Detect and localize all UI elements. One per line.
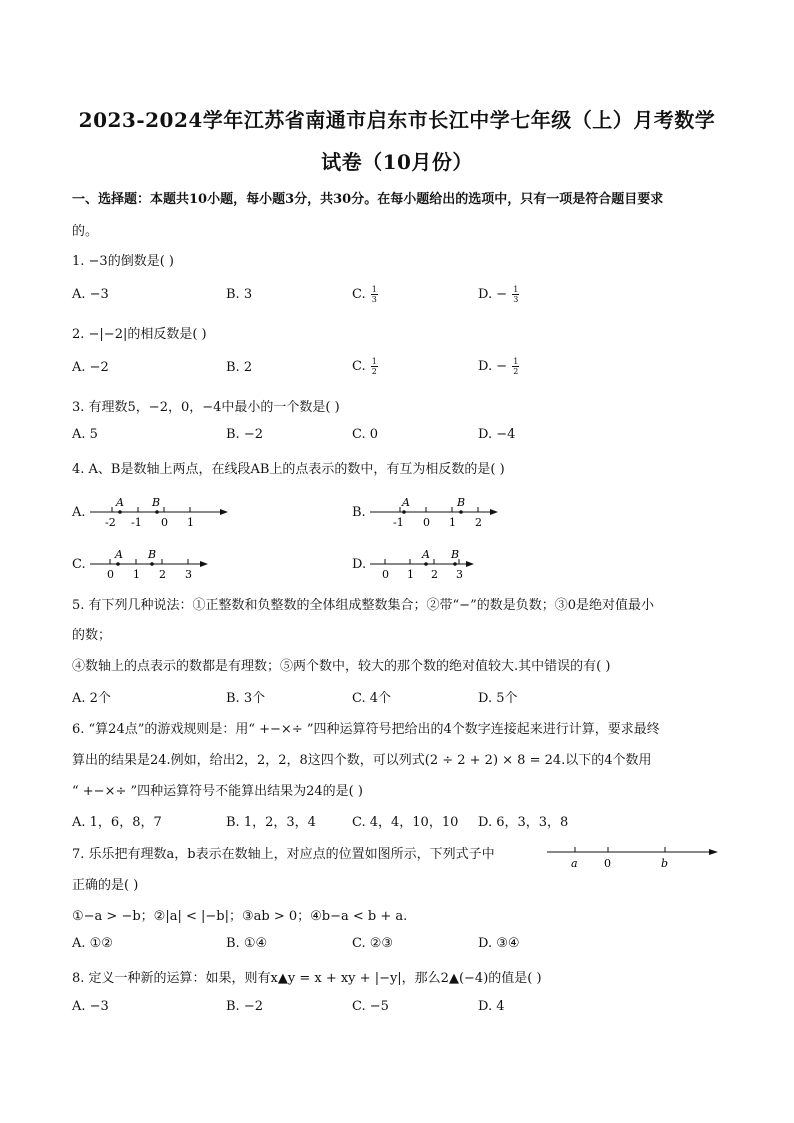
page-title-line1: 2023-2024学年江苏省南通市启东市长江中学七年级（上）月考数学 — [78, 108, 716, 132]
point-b-label: B — [457, 496, 466, 509]
question-7-line2: 正确的是( ) — [72, 878, 139, 893]
tick-label: 0 — [161, 516, 168, 529]
tick-label: 1 — [407, 568, 414, 581]
point-a-label: A — [116, 496, 124, 509]
point-b — [150, 562, 154, 566]
q8-option-a: A. −3 — [72, 999, 109, 1014]
point-a — [402, 510, 406, 514]
point-a-label: A — [402, 496, 410, 509]
q1-option-b: B. 3 — [226, 287, 253, 302]
question-4-stem: 4. A、B是数轴上两点，在线段AB上的点表示的数中，有互为相反数的是( ) — [72, 462, 505, 477]
q3-option-b: B. −2 — [226, 427, 263, 442]
q7-option-a: A. ①② — [72, 936, 113, 951]
section-heading: 一、选择题：本题共10小题，每小题3分，共30分。在每小题给出的选项中，只有一项是符合题目要求 — [72, 192, 664, 207]
q7-option-d: D. ③④ — [478, 936, 520, 951]
point-a-label: A — [422, 548, 430, 561]
axis-label-zero: 0 — [604, 857, 611, 870]
point-a — [118, 510, 122, 514]
section-heading-cont: 的。 — [72, 224, 99, 239]
tick-label: 1 — [187, 516, 194, 529]
tick-label: 0 — [107, 568, 114, 581]
q8-option-c: C. −5 — [352, 999, 389, 1014]
q2-d-denominator: 2 — [513, 367, 519, 376]
question-6-line3: “ +−×÷ ”四种运算符号不能算出结果为24的是( ) — [72, 784, 363, 799]
q7-option-c: C. ②③ — [352, 936, 394, 951]
point-b — [459, 510, 463, 514]
tick-label: 0 — [382, 568, 389, 581]
tick-label: 0 — [423, 516, 430, 529]
point-b-label: B — [148, 548, 157, 561]
q8-option-b: B. −2 — [226, 999, 263, 1014]
q1-option-a: A. −3 — [72, 287, 109, 302]
q7-option-b: B. ①④ — [226, 936, 268, 951]
q4-number-line-d — [368, 544, 478, 582]
arrow-icon — [466, 561, 474, 567]
tick-label: 1 — [133, 568, 140, 581]
q4-number-line-c — [88, 544, 213, 582]
question-1-stem: 1. −3的倒数是( ) — [72, 254, 174, 269]
q1-option-c-fraction — [371, 285, 378, 304]
point-b — [155, 510, 159, 514]
q6-option-d: D. 6，3，3，8 — [478, 815, 569, 830]
tick-label: -1 — [131, 516, 142, 529]
q1-option-d-fraction — [512, 285, 519, 304]
q3-option-a: A. 5 — [72, 427, 98, 442]
point-a — [424, 562, 428, 566]
q6-option-a: A. 1，6，8，7 — [72, 815, 162, 830]
q2-d-numerator: 1 — [513, 357, 519, 366]
q1-c-numerator: 1 — [371, 285, 377, 294]
q4-option-a-label: A. — [72, 505, 86, 520]
q1-option-d-prefix: D. − — [478, 287, 508, 302]
tick-label: 2 — [431, 568, 438, 581]
point-b-label: B — [152, 496, 161, 509]
q2-option-c — [352, 357, 378, 376]
q5-option-d: D. 5个 — [478, 691, 518, 706]
question-6-line1: 6. “算24点”的游戏规则是：用“ +−×÷ ”四种运算符号把给出的4个数字连接起来进行计算，要求最终 — [72, 722, 660, 737]
point-a-label: A — [115, 548, 123, 561]
question-5-line1: 5. 有下列几种说法：①正整数和负整数的全体组成整数集合；②带“−”的数是负数；③0是绝对值最小 — [72, 598, 654, 613]
question-7-line1: 7. 乐乐把有理数a，b表示在数轴上，对应点的位置如图所示，下列式子中 — [72, 847, 495, 862]
tick-label: 2 — [159, 568, 166, 581]
tick-label: 3 — [185, 568, 192, 581]
q4-option-c-label: C. — [72, 557, 86, 572]
tick-label: -1 — [393, 516, 404, 529]
q3-option-c: C. 0 — [352, 427, 379, 442]
tick-label: 2 — [475, 516, 482, 529]
q1-d-numerator: 1 — [513, 285, 519, 294]
question-5-line3: ④数轴上的点表示的数都是有理数；⑤两个数中，较大的那个数的绝对值较大.其中错误的有( ) — [72, 659, 611, 674]
q4-number-line-b — [368, 492, 503, 530]
q2-option-d — [478, 357, 519, 376]
question-2-stem: 2. −|−2|的相反数是( ) — [72, 327, 207, 342]
point-a — [116, 562, 120, 566]
q2-option-d-fraction — [512, 357, 519, 376]
q5-option-a: A. 2个 — [72, 691, 111, 706]
q6-option-b: B. 1，2，3，4 — [226, 815, 316, 830]
question-3-stem: 3. 有理数5，−2，0，−4中最小的一个数是( ) — [72, 400, 340, 415]
q2-option-c-fraction — [371, 357, 378, 376]
q2-option-a: A. −2 — [72, 360, 109, 375]
question-8-stem: 8. 定义一种新的运算：如果，则有x▲y = x + xy + |−y|，那么2▲(−4)的值是( ) — [72, 971, 542, 986]
q1-option-d — [478, 285, 519, 304]
q7-number-line — [545, 840, 725, 872]
point-b-label: B — [451, 548, 460, 561]
q1-d-denominator: 3 — [513, 295, 519, 304]
page-title-line2: 试卷（10月份） — [321, 150, 473, 174]
q2-c-denominator: 2 — [371, 367, 377, 376]
q3-option-d: D. −4 — [478, 427, 516, 442]
q6-option-c: C. 4，4，10，10 — [352, 815, 459, 830]
tick-label: -2 — [105, 516, 116, 529]
arrow-icon — [490, 509, 498, 515]
tick-label: 1 — [449, 516, 456, 529]
tick-label: 3 — [456, 568, 463, 581]
q4-number-line-a — [88, 492, 233, 530]
axis-label-a: a — [571, 857, 578, 870]
q1-option-c — [352, 285, 378, 304]
q2-c-numerator: 1 — [371, 357, 377, 366]
arrow-icon — [200, 561, 208, 567]
question-5-line2: 的数； — [72, 628, 112, 643]
q1-c-denominator: 3 — [371, 295, 377, 304]
q5-option-b: B. 3个 — [226, 691, 266, 706]
question-6-line2: 算出的结果是24.例如，给出2，2，2，8这四个数，可以列式(2 ÷ 2 + 2) × 8 = 24.以下的4个数用 — [72, 753, 652, 768]
arrow-icon — [220, 509, 228, 515]
axis-label-b: b — [661, 857, 669, 870]
question-7-line3: ①−a > −b；②|a| < |−b|；③ab > 0；④b−a < b + a. — [72, 909, 408, 924]
point-b — [453, 562, 457, 566]
q8-option-d: D. 4 — [478, 999, 505, 1014]
q2-option-b: B. 2 — [226, 360, 253, 375]
q4-option-d-label: D. — [352, 557, 367, 572]
q5-option-c: C. 4个 — [352, 691, 392, 706]
q2-option-d-prefix: D. − — [478, 359, 508, 374]
q4-option-b-label: B. — [352, 505, 366, 520]
arrow-icon — [709, 849, 718, 855]
q1-option-c-prefix: C. — [352, 287, 366, 302]
q2-option-c-prefix: C. — [352, 359, 366, 374]
